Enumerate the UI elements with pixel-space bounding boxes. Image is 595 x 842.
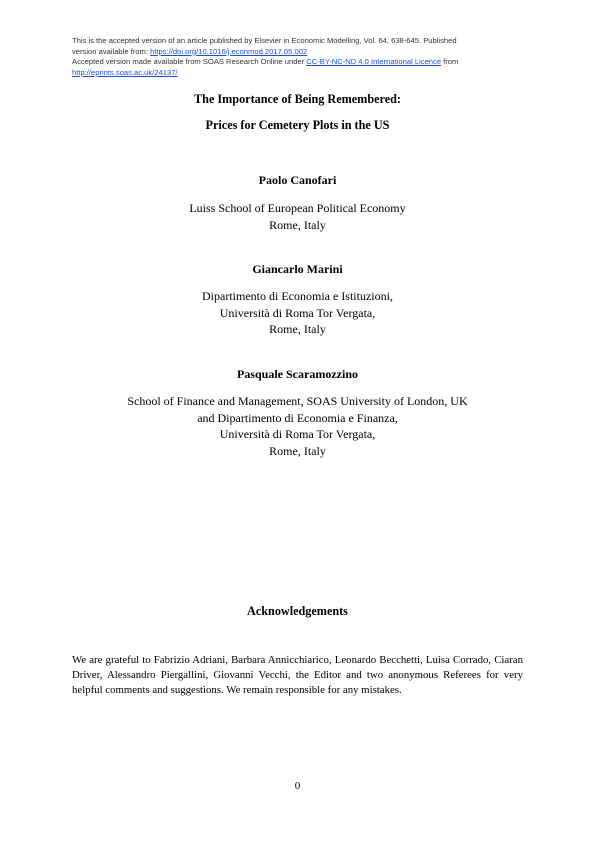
doi-link[interactable]: https://doi.org/10.1016/j.econmod.2017.05.002 [150,46,308,56]
author-affiliation [0,288,595,338]
notice-line [72,47,522,58]
affiliation-line: and Dipartimento di Economia e Finanza, [197,410,398,425]
affiliation-line: School of Finance and Management, SOAS University of London, UK [127,394,468,408]
publication-notice [72,36,522,78]
paper-title-line-1: The Importance of Being Remembered: [194,92,401,106]
notice-text: version available from: [72,46,151,56]
notice-text: Accepted version made available from SOAS Research Online under [72,57,307,67]
acknowledgements-body: We are grateful to Fabrizio Adriani, Barbara Annicchiarico, Leonardo Becchetti, Luisa Corrado, Ciaran Driver, Alessandro Piergallini, Giovanni Vecchi, the Editor and two anonymous Referees for very helpful comments and suggestions. We remain responsible for any mistakes. [72,654,523,696]
affiliation-line: Università di Roma Tor Vergata, [219,305,376,320]
author-affiliation [0,200,595,233]
affiliation-line: Rome, Italy [269,217,326,232]
acknowledgements-heading: Acknowledgements [247,604,348,618]
notice-line [72,68,522,79]
paper-title-line-2: Prices for Cemetery Plots in the US [205,118,390,132]
affiliation-line: Rome, Italy [269,443,326,458]
page-number: 0 [294,780,301,792]
affiliation-line: Luiss School of European Political Economy [189,201,406,215]
notice-line: This is the accepted version of an article published by Elsevier in Economic Modelling, Vol. 64, 638-645. Published [72,36,457,45]
licence-link[interactable]: CC-BY-NC-ND 4.0 International Licence [306,57,442,67]
author-name: Pasquale Scaramozzino [237,367,358,381]
author-name: Giancarlo Marini [252,262,343,276]
author-name: Paolo Canofari [258,173,337,187]
affiliation-line: Rome, Italy [269,322,326,336]
notice-line [72,57,522,68]
notice-text: from [441,57,459,67]
eprints-link[interactable]: http://eprints.soas.ac.uk/24137/ [72,67,178,77]
affiliation-line: Università di Roma Tor Vergata, [219,427,376,441]
author-affiliation [0,393,595,459]
affiliation-line: Dipartimento di Economia e Istituzioni, [202,289,393,303]
